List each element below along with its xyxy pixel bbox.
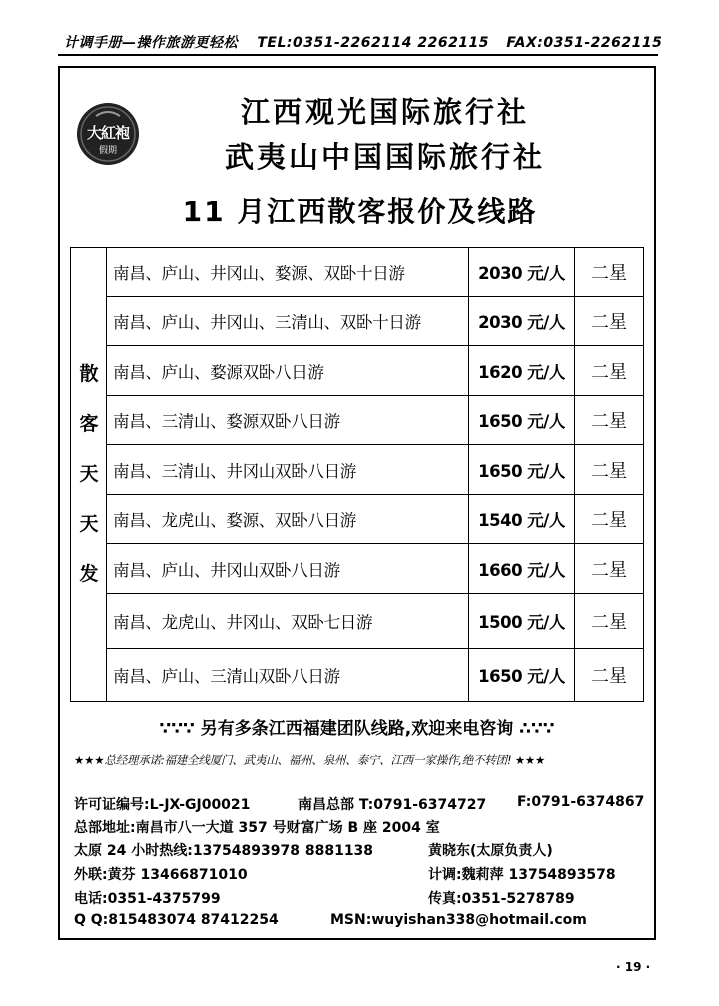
hotel-grade: 二星 <box>591 666 627 687</box>
msn-contact: MSN:wuyishan338@hotmail.com <box>330 912 587 928</box>
route-name: 南昌、龙虎山、井冈山、双卧七日游 <box>107 594 469 648</box>
hotel-grade: 二星 <box>591 411 627 432</box>
route-name: 南昌、庐山、井冈山、三清山、双卧十日游 <box>107 297 469 345</box>
planner-contact: 计调:魏莉萍 13754893578 <box>428 867 616 883</box>
agency-title-1: 江西观光国际旅行社 <box>240 95 529 129</box>
side-label-char: 天 <box>79 513 99 535</box>
office-fax: 传真:0351-5278789 <box>428 891 575 907</box>
route-price: 2030 元/人 <box>469 297 575 345</box>
hotel-grade: 二星 <box>591 263 627 284</box>
more-routes-note: ∵∵∵ 另有多条江西福建团队线路,欢迎来电咨询 ∴∵∵ <box>159 719 555 739</box>
logo-main-text: 大紅袍 <box>86 124 129 142</box>
page-number: · 19 · <box>616 960 651 974</box>
hotel-grade: 二星 <box>591 612 627 633</box>
table-row <box>107 346 643 396</box>
header-fax: FAX:0351-2262115 <box>506 35 663 51</box>
table-row <box>107 594 643 649</box>
route-price: 1660 元/人 <box>469 544 575 593</box>
side-label-char: 散 <box>79 363 99 385</box>
price-list-title: 11 月江西散客报价及线路 <box>182 195 538 228</box>
side-label-char: 客 <box>79 413 99 435</box>
route-price: 1620 元/人 <box>469 346 575 395</box>
logo-sub-text: 假期 <box>98 146 117 156</box>
brand-logo <box>76 102 140 166</box>
header-slogan: 计调手册—操作旅游更轻松 <box>64 35 238 51</box>
qq-contact: Q Q:815483074 87412254 <box>74 912 279 928</box>
side-label-char: 天 <box>79 463 99 485</box>
table-row <box>107 649 643 701</box>
route-price-table <box>70 247 644 702</box>
table-row <box>107 495 643 544</box>
route-name: 南昌、三清山、婺源双卧八日游 <box>107 396 469 444</box>
table-row <box>107 297 643 346</box>
table-row <box>107 248 643 297</box>
hotel-grade: 二星 <box>591 510 627 531</box>
hq-fax: F:0791-6374867 <box>517 794 645 810</box>
route-name: 南昌、庐山、井冈山双卧八日游 <box>107 544 469 593</box>
hq-tel: 南昌总部 T:0791-6374727 <box>298 797 487 813</box>
route-name: 南昌、三清山、井冈山双卧八日游 <box>107 445 469 494</box>
side-label-daily-departure <box>71 248 107 701</box>
manager-promise: ★★★总经理承诺:福建全线厦门、武夷山、福州、泉州、泰宁、江西一家操作,绝不转团! ★★★ <box>74 753 546 767</box>
taiyuan-manager: 黄晓东(太原负责人) <box>428 843 553 859</box>
table-row <box>107 544 643 594</box>
page-header <box>64 32 663 54</box>
agency-title-2: 武夷山中国国际旅行社 <box>224 140 545 174</box>
route-price: 1500 元/人 <box>469 594 575 648</box>
table-row <box>107 445 643 495</box>
taiyuan-hotline: 太原 24 小时热线:13754893978 8881138 <box>74 843 374 859</box>
route-price: 1540 元/人 <box>469 495 575 543</box>
header-tel: TEL:0351-2262114 2262115 <box>257 35 490 51</box>
route-name: 南昌、庐山、井冈山、婺源、双卧十日游 <box>107 248 469 296</box>
header-divider <box>58 54 658 56</box>
route-price: 1650 元/人 <box>469 445 575 494</box>
liaison-contact: 外联:黄芬 13466871010 <box>74 867 248 883</box>
table-row <box>107 396 643 445</box>
hotel-grade: 二星 <box>591 361 627 383</box>
office-phone: 电话:0351-4375799 <box>74 891 221 907</box>
hq-address: 总部地址:南昌市八一大道 357 号财富广场 B 座 2004 室 <box>74 820 440 836</box>
route-price: 1650 元/人 <box>469 396 575 444</box>
license-number: 许可证编号:L-JX-GJ00021 <box>74 797 251 813</box>
route-name: 南昌、庐山、三清山双卧八日游 <box>107 649 469 701</box>
route-name: 南昌、龙虎山、婺源、双卧八日游 <box>107 495 469 543</box>
route-price: 2030 元/人 <box>469 248 575 296</box>
route-price: 1650 元/人 <box>469 649 575 701</box>
hotel-grade: 二星 <box>591 460 627 482</box>
route-name: 南昌、庐山、婺源双卧八日游 <box>107 346 469 395</box>
hotel-grade: 二星 <box>591 559 627 581</box>
side-label-char: 发 <box>79 563 99 585</box>
hotel-grade: 二星 <box>591 312 627 333</box>
